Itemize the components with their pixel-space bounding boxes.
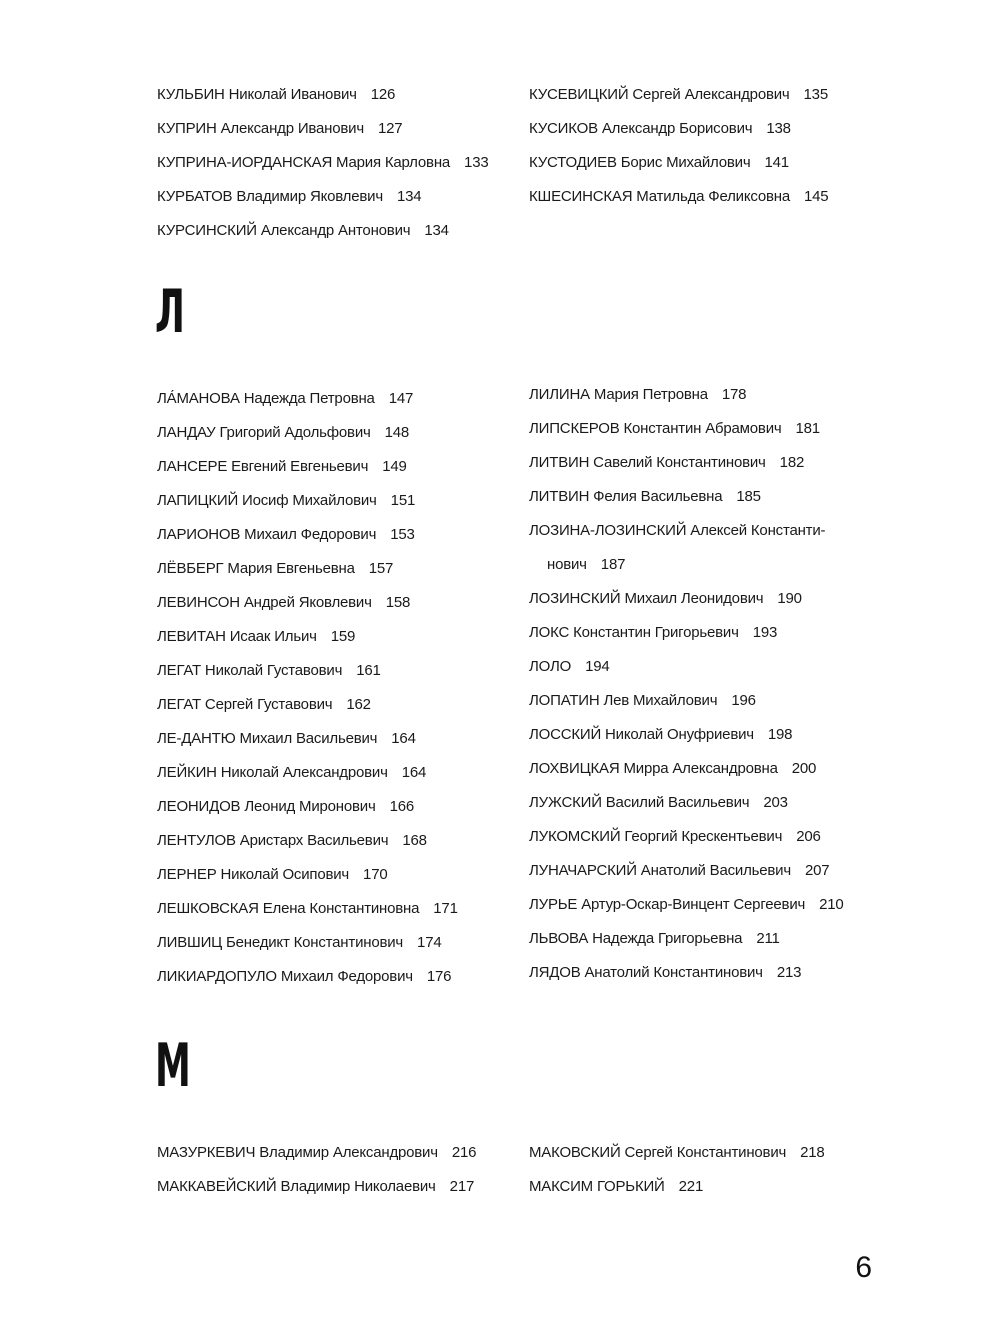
entry-name: ЛОПАТИН Лев Михайлович	[529, 692, 718, 709]
entry-name: КУСЕВИЦКИЙ Сергей Александрович	[529, 86, 790, 103]
letter-heading-l: Л	[155, 277, 185, 347]
entry-name: ЛУНАЧАРСКИЙ Анатолий Васильевич	[529, 862, 791, 879]
entry-name: ЛИВШИЦ Бенедикт Константинович	[157, 934, 404, 951]
section-k-left-column	[157, 78, 517, 248]
entry-name: ЛУКОМСКИЙ Георгий Крескентьевич	[529, 828, 783, 845]
entry-name: ЛАРИОНОВ Михаил Федорович	[157, 526, 377, 543]
entry-page-number: 134	[396, 188, 422, 205]
entry-page-number: 196	[731, 692, 756, 709]
entry-name: КУСИКОВ Александр Борисович	[529, 120, 753, 137]
index-entry	[157, 960, 517, 994]
section-m-left-column	[157, 1136, 517, 1204]
section-k-right-column	[529, 78, 877, 214]
entry-name: ЛЁВБЕРГ Мария Евгеньевна	[157, 560, 355, 577]
entry-page-number: 168	[402, 832, 427, 849]
entry-page-number: 162	[346, 696, 371, 713]
entry-name: КУПРИНА-ИОРДАНСКАЯ Мария Карловна	[157, 154, 451, 171]
index-entry	[157, 1136, 517, 1170]
index-entry	[157, 146, 517, 180]
entry-name: ЛЕНТУЛОВ Аристарх Васильевич	[157, 832, 389, 849]
index-entry	[157, 112, 517, 146]
entry-name: МАККАВЕЙСКИЙ Владимир Николаевич	[157, 1178, 436, 1195]
index-entry	[529, 582, 877, 616]
index-entry	[157, 620, 517, 654]
letter-heading-m: М	[155, 1031, 191, 1101]
entry-page-number: 182	[779, 454, 805, 471]
index-entry	[157, 654, 517, 688]
entry-page-number: 193	[752, 624, 778, 641]
entry-name: нович	[547, 556, 587, 573]
index-entry	[157, 484, 517, 518]
index-entry	[529, 78, 877, 112]
entry-page-number: 178	[721, 386, 747, 403]
index-entry	[529, 514, 877, 548]
entry-name: ЛИПСКЕРОВ Константин Абрамович	[529, 420, 782, 437]
index-entry	[529, 112, 877, 146]
entry-page-number: 138	[766, 120, 791, 137]
entry-page-number: 206	[796, 828, 821, 845]
entry-page-number: 190	[777, 590, 802, 607]
section-l-left-column	[157, 382, 517, 994]
entry-page-number: 134	[424, 222, 449, 239]
entry-page-number: 185	[736, 488, 761, 505]
entry-page-number: 181	[795, 420, 820, 437]
entry-name: ЛЕШКОВСКАЯ Елена Константиновна	[157, 900, 420, 917]
entry-name: ЛАНСЕРЕ Евгений Евгеньевич	[157, 458, 369, 475]
index-entry	[157, 214, 517, 248]
entry-name: ЛОЗИНСКИЙ Михаил Леонидович	[529, 590, 764, 607]
entry-page-number: 135	[803, 86, 828, 103]
entry-page-number: 198	[767, 726, 793, 743]
index-entry	[157, 1170, 517, 1204]
entry-page-number: 217	[449, 1178, 475, 1195]
entry-name: МАКОВСКИЙ Сергей Константинович	[529, 1144, 787, 1161]
index-entry	[157, 824, 517, 858]
entry-page-number: 148	[384, 424, 410, 441]
entry-page-number: 203	[763, 794, 788, 811]
entry-name: ЛЕВИТАН Исаак Ильич	[157, 628, 317, 645]
entry-page-number: 157	[368, 560, 394, 577]
entry-name: ЛОССКИЙ Николай Онуфриевич	[529, 726, 754, 743]
index-entry	[157, 756, 517, 790]
index-entry	[157, 416, 517, 450]
entry-page-number: 210	[819, 896, 844, 913]
index-entry	[529, 684, 877, 718]
index-entry	[529, 378, 877, 412]
entry-page-number: 216	[451, 1144, 477, 1161]
entry-name: ЛЕЙКИН Николай Александрович	[157, 764, 388, 781]
index-entry	[157, 858, 517, 892]
index-entry	[529, 480, 877, 514]
entry-page-number: 159	[330, 628, 356, 645]
entry-name: ЛЬВОВА Надежда Григорьевна	[529, 930, 743, 947]
index-entry	[157, 552, 517, 586]
entry-page-number: 218	[800, 1144, 825, 1161]
entry-page-number: 221	[678, 1178, 704, 1195]
entry-name: ЛЕ-ДАНТЮ Михаил Васильевич	[157, 730, 378, 747]
entry-name: ЛУРЬЕ Артур-Оскар-Винцент Сергеевич	[529, 896, 806, 913]
entry-page-number: 161	[356, 662, 381, 679]
entry-name: ЛАПИЦКИЙ Иосиф Михайлович	[157, 492, 377, 509]
entry-name: ЛОЗИНА-ЛОЗИНСКИЙ Алексей Константи-	[529, 522, 826, 539]
entry-page-number: 213	[776, 964, 802, 981]
index-entry	[157, 722, 517, 756]
index-entry	[157, 180, 517, 214]
index-entry	[157, 790, 517, 824]
entry-name: КШЕСИНСКАЯ Матильда Феликсовна	[529, 188, 790, 205]
index-entry	[529, 1170, 877, 1204]
index-entry	[529, 718, 877, 752]
index-entry	[529, 786, 877, 820]
index-entry	[529, 956, 877, 990]
entry-page-number: 151	[390, 492, 416, 509]
page-number: 6	[855, 1251, 872, 1284]
entry-page-number: 158	[385, 594, 411, 611]
entry-name: КУЛЬБИН Николай Иванович	[157, 86, 357, 103]
index-entry	[529, 146, 877, 180]
entry-name: ЛИТВИН Фелия Васильевна	[529, 488, 723, 505]
entry-name: КУСТОДИЕВ Борис Михайлович	[529, 154, 751, 171]
entry-page-number: 133	[464, 154, 489, 171]
index-entry	[157, 688, 517, 722]
index-entry	[157, 450, 517, 484]
index-entry	[529, 888, 877, 922]
entry-page-number: 211	[756, 930, 780, 947]
index-entry	[157, 382, 517, 416]
entry-name: ЛОКС Константин Григорьевич	[529, 624, 739, 641]
entry-name: МАКСИМ ГОРЬКИЙ	[529, 1178, 665, 1195]
entry-name: ЛЕРНЕР Николай Осипович	[157, 866, 350, 883]
index-entry	[529, 650, 877, 684]
index-entry	[529, 1136, 877, 1170]
index-entry	[529, 180, 877, 214]
entry-name: ЛЯДОВ Анатолий Константинович	[529, 964, 763, 981]
entry-page-number: 176	[426, 968, 452, 985]
entry-page-number: 127	[377, 120, 403, 137]
index-entry	[529, 446, 877, 480]
entry-name: ЛУЖСКИЙ Василий Васильевич	[529, 794, 750, 811]
index-entry	[529, 548, 877, 582]
index-entry	[529, 412, 877, 446]
entry-page-number: 145	[803, 188, 829, 205]
entry-name: ЛИЛИНА Мария Петровна	[529, 386, 708, 403]
index-entry	[157, 892, 517, 926]
index-entry	[157, 926, 517, 960]
entry-page-number: 164	[391, 730, 416, 747]
entry-page-number: 166	[389, 798, 415, 815]
entry-name: ЛЕВИНСОН Андрей Яковлевич	[157, 594, 372, 611]
entry-name: КУПРИН Александр Иванович	[157, 120, 364, 137]
entry-page-number: 149	[382, 458, 407, 475]
entry-name: ЛИКИАРДОПУЛО Михаил Федорович	[157, 968, 413, 985]
index-entry	[529, 922, 877, 956]
entry-page-number: 194	[585, 658, 610, 675]
index-entry	[529, 854, 877, 888]
entry-page-number: 174	[417, 934, 442, 951]
index-entry	[529, 820, 877, 854]
section-l-right-column	[529, 378, 877, 990]
entry-page-number: 170	[363, 866, 388, 883]
entry-page-number: 171	[433, 900, 458, 917]
entry-page-number: 153	[390, 526, 415, 543]
entry-name: ЛЕГАТ Сергей Густавович	[157, 696, 333, 713]
entry-page-number: 141	[764, 154, 789, 171]
entry-name: ЛЕОНИДОВ Леонид Миронович	[157, 798, 376, 815]
entry-name: ЛАНДАУ Григорий Адольфович	[157, 424, 371, 441]
index-entry	[157, 586, 517, 620]
index-entry	[157, 518, 517, 552]
index-entry	[529, 616, 877, 650]
index-entry	[157, 78, 517, 112]
entry-page-number: 126	[370, 86, 396, 103]
entry-name: КУРСИНСКИЙ Александр Антонович	[157, 222, 411, 239]
entry-name: КУРБАТОВ Владимир Яковлевич	[157, 188, 383, 205]
entry-page-number: 200	[791, 760, 817, 777]
entry-name: ЛА́МАНОВА Надежда Петровна	[157, 390, 375, 407]
index-entry	[529, 752, 877, 786]
entry-page-number: 207	[804, 862, 830, 879]
section-m-right-column	[529, 1136, 877, 1204]
entry-page-number: 164	[401, 764, 427, 781]
entry-name: ЛЕГАТ Николай Густавович	[157, 662, 343, 679]
entry-name: ЛИТВИН Савелий Константинович	[529, 454, 766, 471]
entry-page-number: 147	[388, 390, 414, 407]
entry-name: ЛОЛО	[529, 658, 572, 675]
entry-page-number: 187	[600, 556, 626, 573]
entry-name: ЛОХВИЦКАЯ Мирра Александровна	[529, 760, 778, 777]
entry-name: МАЗУРКЕВИЧ Владимир Александрович	[157, 1144, 438, 1161]
